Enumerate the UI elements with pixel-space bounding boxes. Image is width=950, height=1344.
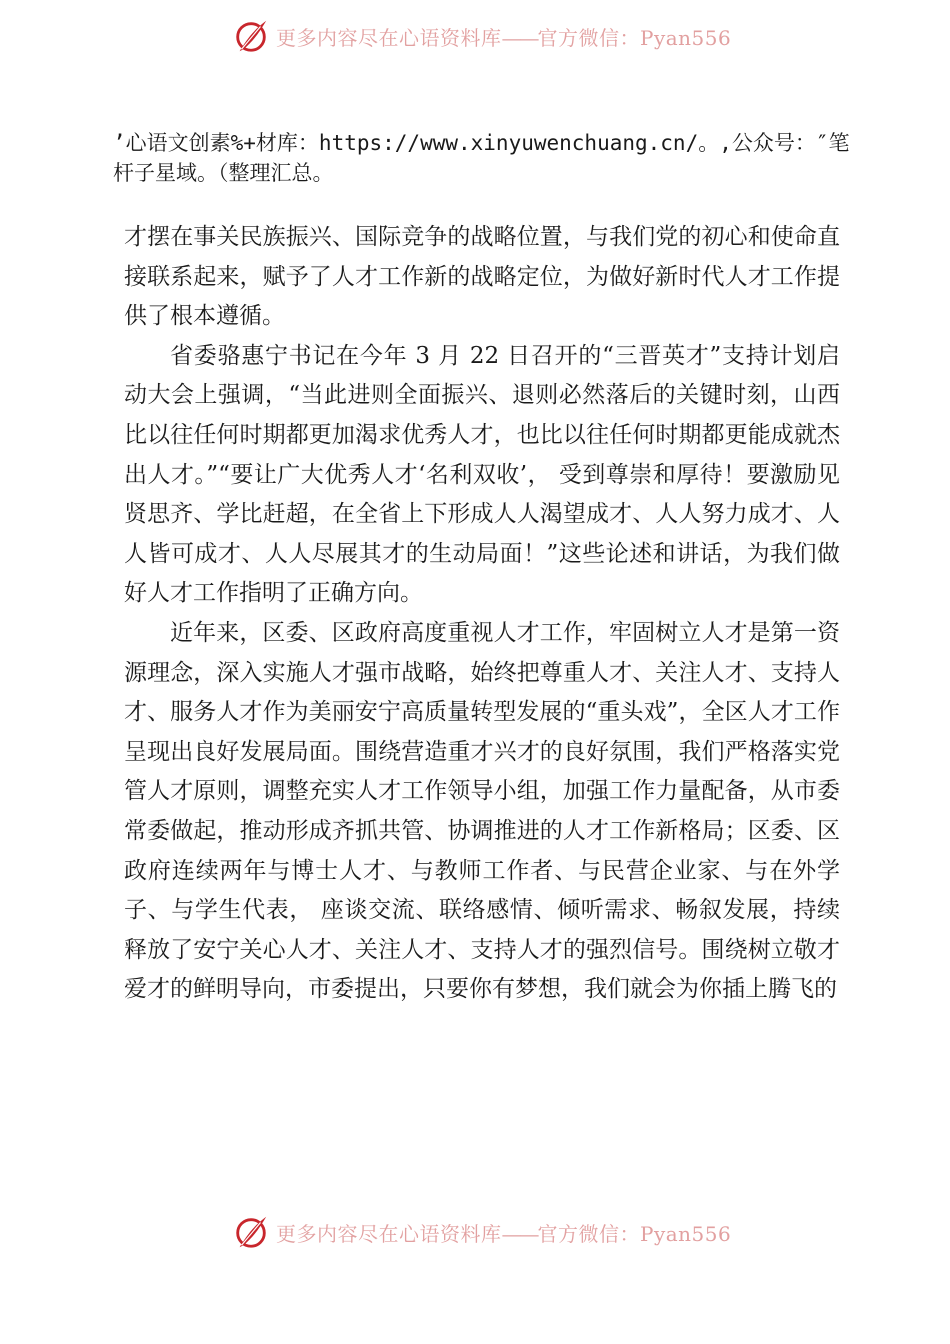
paragraph-3: 近年来，区委、区政府高度重视人才工作，牢固树立人才是第一资源理念，深入实施人才强市战略，始终把尊重人才、关注人才、支持人才、服务人才作为美丽安宁高质量转型发展的“重头戏”，全区人才工作呈现出良好发展局面。围绕营造重才兴才的良好氛围，我们严格落实党管人才原则，调整充实人才工作领导小组，加强工作力量配备，从市委常委做起，推动形成齐抓共管、协调推进的人才工作新格局；区委、区政府连续两年与博士人才、与教师工作者、与民营企业家、与在外学子、与学生代表， 座谈交流、联络感情、倾听需求、畅叙发展，持续释放了安宁关心人才、关注人才、支持人才的强烈信号。围绕树立敬才爱才的鲜明导向，市委提出，只要你有梦想，我们就会为你插上腾飞的 [124,619,840,1003]
watermark-separator: —— [501,1221,538,1246]
watermark-separator: —— [501,25,538,50]
watermark-contact-label: 官方微信： [537,1221,640,1246]
watermark-text [276,22,731,51]
footer-watermark [232,1212,752,1252]
watermark-contact-id: Pyan556 [640,25,732,50]
watermark-main-text: 更多内容尽在心语资料库 [276,25,502,50]
watermark-contact-label: 官方微信： [537,25,640,50]
quill-pen-icon [232,17,270,55]
paragraph-1: 才摆在事关民族振兴、国际竞争的战略位置，与我们党的初心和使命直接联系起来，赋予了人才工作新的战略定位，为做好新时代人才工作提供了根本遵循。 [124,224,840,330]
quill-pen-icon [232,1213,270,1251]
watermark-contact-id: Pyan556 [640,1221,732,1246]
watermark-text [276,1218,731,1247]
watermark-main-text: 更多内容尽在心语资料库 [276,1221,502,1246]
header-watermark [232,16,752,56]
document-body [124,218,840,1010]
source-note: ’心语文创素%+材库：https://www.xinyuwenchuang.cn/。,公众号：″笔杆子星域。（整理汇总。 [113,131,850,185]
paragraph-2: 省委骆惠宁书记在今年 3 月 22 日召开的“三晋英才”支持计划启动大会上强调，“当此进则全面振兴、退则必然落后的关键时刻，山西比以往任何时期都更加渴求优秀人才，也比以往任何时期都更能成就杰出人才。”“要让广大优秀人才‘名利双收’， 受到尊崇和厚待！要激励见贤思齐、学比赶超，在全省上下形成人人渴望成才、人人努力成才、人人皆可成才、人人尽展其才的生动局面！”这些论述和讲话，为我们做好人才工作指明了正确方向。 [124,342,840,607]
